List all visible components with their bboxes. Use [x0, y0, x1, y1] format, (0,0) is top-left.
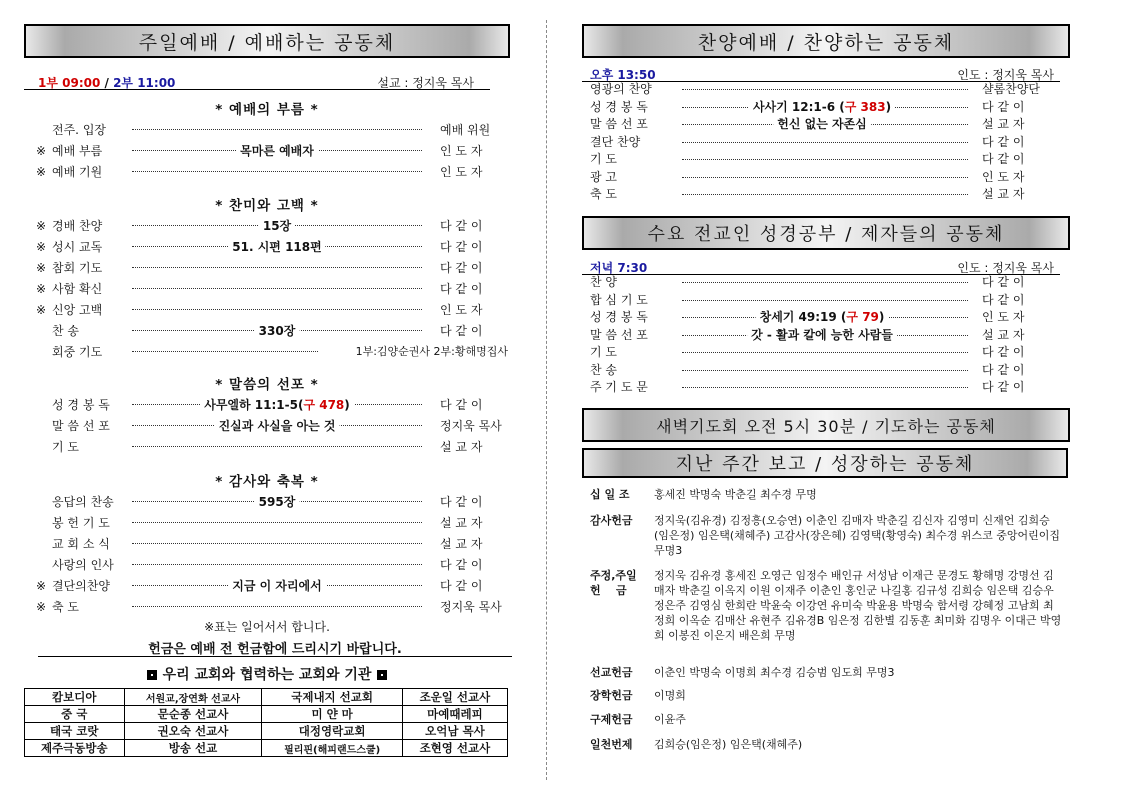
- item-content: 15장: [259, 217, 295, 235]
- sunday-service-info: [24, 74, 490, 90]
- item-leader: 인 도 자: [982, 169, 1025, 184]
- item-leader: 인 도 자: [440, 144, 483, 158]
- wednesday-study-title: 수요 전교인 성경공부 / 제자들의 공동체: [647, 224, 1005, 245]
- wednesday-service-info: [582, 259, 1060, 275]
- praise-service-info: [582, 66, 1060, 82]
- report-label: 구제헌금: [590, 713, 633, 726]
- leader-dots: [132, 351, 318, 352]
- stand-mark: ※: [36, 165, 47, 179]
- leader-dots: [132, 267, 422, 268]
- item-label: 참회 기도: [52, 261, 103, 275]
- item-content: 갓 - 활과 칼에 능한 사람들: [747, 327, 897, 345]
- worship-row: [36, 577, 496, 595]
- times-separator: /: [100, 76, 114, 90]
- report-label: 감사헌금: [590, 514, 633, 527]
- praise-worship-banner: [582, 24, 1070, 58]
- leader-dots: [132, 522, 422, 523]
- item-label: 성시 교독: [52, 240, 103, 254]
- item-leader: 정지욱 목사: [440, 419, 502, 433]
- report-names: 이명희: [654, 689, 686, 702]
- item-leader: 다 같 이: [440, 261, 483, 275]
- partner-cell: 필리핀(해피랜드스쿨): [262, 740, 402, 757]
- report-names: 이춘인 박명숙 이명희 최수경 김승범 임도희 무명3: [654, 666, 895, 679]
- worship-row: [36, 535, 496, 553]
- order-row: [582, 362, 1064, 380]
- item-leader: 다 같 이: [440, 324, 483, 338]
- leader-dots: [132, 288, 422, 289]
- item-label: 경배 찬양: [52, 219, 103, 233]
- partner-cell: 캄보디아: [25, 689, 125, 706]
- item-leader: 설 교 자: [982, 327, 1025, 342]
- order-row: [582, 274, 1064, 292]
- dawn-prayer-banner: [582, 408, 1070, 442]
- report-names: 정지욱 김유경 홍세진 오영근 임정수 배인규 서성남 이재근 문경도 황해명 강명선 김매자 박춘길 이옥지 이원 이재주 이춘인 홍인군 나길홍 김규성 김희승 임은택 김승우 정은주 김영심 한희란 박윤숙 이강연 유미숙 박윤용 박명숙 함서령 강혜정 고남희 최정희 이옥순 김매산 유현주 김유경B 임은정 김한별 김동훈 최미화 김명우 이대근 박영희 이봉진 이은지 배은희 무명: [654, 569, 1062, 642]
- column-divider: [546, 20, 547, 780]
- partner-cell: 국제내지 선교회: [262, 689, 402, 706]
- order-row: [582, 99, 1064, 117]
- leader-dots: [132, 129, 422, 130]
- item-label: 성 경 봉 독: [590, 99, 648, 114]
- item-label: 회중 기도: [52, 345, 103, 359]
- item-leader: 다 같 이: [982, 275, 1025, 289]
- partner-row: [25, 706, 508, 723]
- item-label: 결단의찬양: [52, 579, 110, 593]
- item-label: 영광의 찬양: [590, 82, 652, 96]
- item-leader: 예배 위원: [440, 123, 491, 137]
- sunday-worship-banner: [24, 24, 510, 58]
- leader-dots: [132, 606, 422, 607]
- praise-time: 오후 13:50: [590, 68, 656, 82]
- item-content: 진실과 사실을 아는 것: [215, 417, 340, 435]
- item-label: 사랑의 인사: [52, 558, 114, 572]
- first-service-time: 1부 09:00: [38, 76, 101, 90]
- item-leader: 설 교 자: [440, 440, 483, 454]
- partners-title: [24, 664, 510, 684]
- item-leader: 다 같 이: [440, 398, 483, 412]
- item-content: 사무엘하 11:1-5(구 478): [200, 396, 354, 414]
- section-title: * 말씀의 선포 *: [215, 377, 319, 393]
- item-label: 기 도: [590, 152, 617, 166]
- item-leader: 다 같 이: [982, 362, 1025, 377]
- partners-table: [24, 688, 508, 757]
- report-names: 이윤주: [654, 713, 686, 726]
- partner-cell: 권오숙 선교사: [124, 723, 262, 740]
- item-leader: 인 도 자: [982, 310, 1025, 324]
- second-service-time: 2부 11:00: [113, 76, 176, 90]
- worship-row: [36, 217, 496, 235]
- item-leader: 다 같 이: [982, 380, 1025, 394]
- worship-row: [36, 396, 496, 414]
- item-leader: 샬롬찬양단: [982, 82, 1040, 96]
- item-leader: 다 같 이: [440, 495, 483, 509]
- worship-row: [36, 493, 496, 511]
- report-label: 십 일 조: [590, 488, 630, 501]
- partner-cell: 오억남 목사: [402, 723, 507, 740]
- square-bullet-icon: [147, 670, 157, 680]
- stand-mark: ※: [36, 144, 47, 158]
- item-content: 51. 시편 118편: [228, 238, 325, 256]
- section-title: * 찬미와 고백 *: [215, 198, 319, 214]
- item-leader: 설 교 자: [982, 187, 1025, 201]
- worship-row: [36, 238, 496, 256]
- item-label: 광 고: [590, 169, 617, 184]
- item-content: 창세기 49:19 (구 79): [756, 309, 889, 327]
- partner-cell: 방송 선교: [124, 740, 262, 757]
- item-label: 결단 찬양: [590, 134, 641, 149]
- bible-page-ref: 구 383: [844, 99, 886, 114]
- stand-mark: ※: [36, 579, 47, 593]
- item-content: 330장: [255, 322, 300, 340]
- item-leader: 다 같 이: [982, 292, 1025, 307]
- leader-dots: [682, 387, 968, 388]
- item-leader: 다 같 이: [440, 240, 483, 254]
- item-label: 주 기 도 문: [590, 380, 648, 394]
- weekly-report-title: 지난 주간 보고 / 성장하는 공동체: [675, 454, 975, 475]
- stand-mark: ※: [36, 240, 47, 254]
- order-row: [582, 116, 1064, 134]
- item-label: 봉 헌 기 도: [52, 516, 110, 530]
- item-leader: 설 교 자: [440, 537, 483, 551]
- item-content: 지금 이 자리에서: [228, 577, 326, 595]
- worship-row: [36, 514, 496, 532]
- partner-row: [25, 723, 508, 740]
- partner-cell: 대정영락교회: [262, 723, 402, 740]
- item-label: 전주. 입장: [52, 123, 106, 137]
- leader-dots: [682, 89, 968, 90]
- item-leader: 1부:김양순권사 2부:황해명집사: [355, 345, 508, 358]
- square-bullet-icon: [377, 670, 387, 680]
- item-leader: 인 도 자: [440, 303, 483, 317]
- leader-dots: [682, 352, 968, 353]
- report-label: 주정,주일 헌 금: [590, 569, 637, 597]
- item-content: 목마른 예배자: [236, 142, 318, 160]
- leader-dots: [682, 300, 968, 301]
- item-label: 찬 양: [590, 275, 617, 289]
- order-row: [582, 134, 1064, 152]
- item-leader: 다 같 이: [982, 345, 1025, 359]
- order-row: [582, 309, 1064, 327]
- item-leader: 설 교 자: [982, 117, 1025, 131]
- order-row: [582, 379, 1064, 397]
- worship-row: [36, 438, 496, 456]
- item-label: 말 씀 선 포: [52, 419, 110, 433]
- order-row: [582, 151, 1064, 169]
- partner-cell: 조현영 선교사: [402, 740, 507, 757]
- leader-dots: [132, 446, 422, 447]
- leader-dots: [682, 370, 968, 371]
- item-leader: 다 같 이: [982, 134, 1025, 149]
- worship-row: [36, 259, 496, 277]
- stand-mark: ※: [36, 303, 47, 317]
- partners-title-text: 우리 교회와 협력하는 교회와 기관: [162, 667, 372, 683]
- partner-cell: 태국 코랏: [25, 723, 125, 740]
- wednesday-study-banner: [582, 216, 1070, 250]
- leader-dots: [132, 309, 422, 310]
- item-leader: 설 교 자: [440, 516, 483, 530]
- item-leader: 다 같 이: [440, 558, 483, 572]
- worship-row: [36, 301, 496, 319]
- item-label: 기 도: [590, 345, 617, 359]
- item-label: 말 씀 선 포: [590, 327, 648, 342]
- item-label: 응답의 찬송: [52, 495, 114, 509]
- worship-row: [36, 280, 496, 298]
- item-label: 예배 기원: [52, 165, 103, 179]
- report-label: 장학헌금: [590, 689, 633, 702]
- order-row: [582, 344, 1064, 362]
- order-row: [582, 169, 1064, 187]
- order-row: [582, 186, 1064, 204]
- item-label: 사함 확신: [52, 282, 103, 296]
- item-leader: 다 같 이: [440, 219, 483, 233]
- item-label: 축 도: [52, 600, 79, 614]
- stand-mark: ※: [36, 261, 47, 275]
- praise-worship-title: 찬양예배 / 찬양하는 공동체: [697, 31, 955, 54]
- item-label: 기 도: [52, 440, 79, 454]
- item-content: 사사기 12:1-6 (구 383): [749, 99, 895, 117]
- partner-row: [25, 689, 508, 706]
- item-label: 예배 부름: [52, 144, 103, 158]
- item-leader: 인 도 자: [440, 165, 483, 179]
- service-times: [38, 74, 175, 91]
- leader-dots: [682, 194, 968, 195]
- leader-dots: [682, 282, 968, 283]
- leader-dots: [682, 159, 968, 160]
- item-leader: 정지욱 목사: [440, 600, 502, 614]
- worship-row: [36, 121, 496, 139]
- worship-row: [36, 322, 496, 340]
- stand-mark: ※: [36, 282, 47, 296]
- praise-leader: 인도 : 정지욱 목사: [957, 68, 1054, 82]
- partner-cell: 미 얀 마: [262, 706, 402, 723]
- leader-dots: [132, 543, 422, 544]
- worship-row: [36, 417, 502, 435]
- item-label: 말 씀 선 포: [590, 117, 648, 131]
- item-leader: 다 같 이: [440, 282, 483, 296]
- item-label: 찬 송: [52, 324, 79, 338]
- bible-page-ref: 구 478: [303, 398, 345, 412]
- order-row: [582, 327, 1064, 345]
- wednesday-leader: 인도 : 정지욱 목사: [957, 261, 1054, 275]
- item-label: 교 회 소 식: [52, 537, 110, 551]
- worship-row: [36, 598, 502, 616]
- item-leader: 다 같 이: [982, 99, 1025, 114]
- order-row: [582, 81, 1064, 99]
- item-label: 신앙 고백: [52, 303, 103, 317]
- worship-row: [36, 343, 508, 361]
- item-label: 성 경 봉 독: [590, 310, 648, 324]
- item-content: 595장: [255, 493, 300, 511]
- leader-dots: [132, 171, 422, 172]
- report-names: 정지욱(김유경) 김정흥(오승연) 이춘인 김매자 박춘길 김신자 김영미 신재언 김희승(임은정) 임은택(채혜주) 고감사(장은혜) 김영택(황영숙) 최수경 위스코 중앙어린이집 무명3: [654, 514, 1060, 557]
- worship-row: [36, 163, 496, 181]
- sunday-worship-title: 주일예배 / 예배하는 공동체: [138, 31, 396, 54]
- item-content: 헌신 없는 자존심: [773, 116, 871, 134]
- partner-cell: 제주극동방송: [25, 740, 125, 757]
- partner-cell: 서원교,장연화 선교사: [124, 689, 262, 706]
- dawn-prayer-title: 새벽기도회 오전 5시 30분 / 기도하는 공동체: [656, 416, 996, 436]
- sermon-preacher: 설교 : 정지욱 목사: [377, 76, 474, 90]
- report-label: 일천번제: [590, 738, 633, 751]
- partner-cell: 조운일 선교사: [402, 689, 507, 706]
- order-row: [582, 292, 1064, 310]
- worship-row: [36, 556, 496, 574]
- leader-dots: [682, 177, 968, 178]
- section-title: * 예배의 부름 *: [215, 102, 319, 118]
- bible-page-ref: 구 79: [846, 310, 879, 324]
- leader-dots: [682, 142, 968, 143]
- offering-note: 헌금은 예배 전 헌금함에 드리시기 바랍니다.: [38, 638, 512, 657]
- report-names: 김희승(임은정) 임은택(채혜주): [654, 738, 803, 751]
- section-title: * 감사와 축복 *: [215, 474, 319, 490]
- item-label: 찬 송: [590, 362, 617, 377]
- item-leader: 다 같 이: [440, 579, 483, 593]
- wednesday-time: 저녁 7:30: [590, 261, 648, 275]
- report-names: 홍세진 박명숙 박춘길 최수경 무명: [654, 488, 817, 501]
- stand-note: ※표는 일어서서 합니다.: [204, 620, 330, 634]
- item-leader: 다 같 이: [982, 152, 1025, 166]
- item-label: 축 도: [590, 187, 617, 201]
- stand-mark: ※: [36, 600, 47, 614]
- weekly-report-banner: [582, 448, 1068, 478]
- worship-row: [36, 142, 496, 160]
- partner-cell: 중 국: [25, 706, 125, 723]
- report-label: 선교헌금: [590, 666, 633, 679]
- partner-cell: 마예때레피: [402, 706, 507, 723]
- item-label: 합 심 기 도: [590, 292, 648, 307]
- partner-row: [25, 740, 508, 757]
- leader-dots: [132, 564, 422, 565]
- item-label: 성 경 봉 독: [52, 398, 110, 412]
- partner-cell: 문순종 선교사: [124, 706, 262, 723]
- stand-mark: ※: [36, 219, 47, 233]
